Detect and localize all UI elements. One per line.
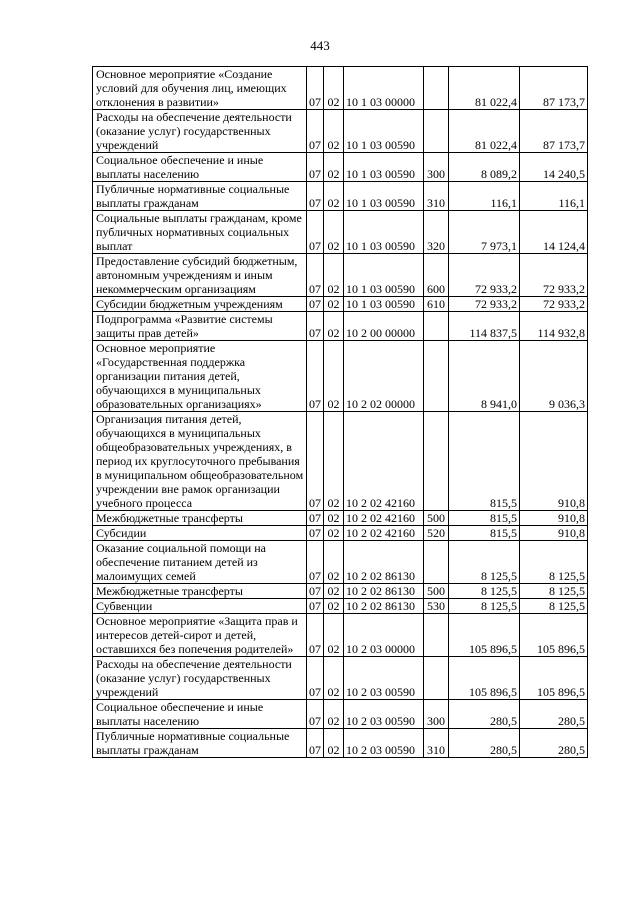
target-article-code: 10 1 03 00590	[344, 297, 424, 312]
subsection-code: 02	[324, 614, 344, 657]
amount-second-year: 8 125,5	[520, 584, 588, 599]
amount-first-year: 72 933,2	[449, 254, 520, 297]
subsection-code: 02	[324, 729, 344, 758]
table-row	[93, 511, 588, 526]
section-code: 07	[307, 412, 324, 511]
expense-type-code	[424, 67, 449, 110]
target-article-code: 10 1 03 00590	[344, 182, 424, 211]
expense-type-code	[424, 614, 449, 657]
expense-type-code	[424, 412, 449, 511]
expense-type-code	[424, 657, 449, 700]
subsection-code: 02	[324, 312, 344, 341]
expense-type-code: 310	[424, 182, 449, 211]
item-name: Организация питания детей, обучающихся в муниципальных общеобразовательных учреждениях, в период их круглосуточного пребывания в муниципальном общеобразовательном учреждении вне рамок организации учебного процесса	[93, 412, 307, 511]
amount-second-year: 105 896,5	[520, 614, 588, 657]
table-row	[93, 182, 588, 211]
item-name: Межбюджетные трансферты	[93, 584, 307, 599]
table-row	[93, 584, 588, 599]
section-code: 07	[307, 657, 324, 700]
target-article-code: 10 1 03 00590	[344, 110, 424, 153]
subsection-code: 02	[324, 211, 344, 254]
target-article-code: 10 2 03 00590	[344, 729, 424, 758]
amount-first-year: 815,5	[449, 511, 520, 526]
budget-table-body	[93, 67, 588, 758]
expense-type-code: 600	[424, 254, 449, 297]
item-name: Подпрограмма «Развитие системы защиты прав детей»	[93, 312, 307, 341]
item-name: Оказание социальной помощи на обеспечение питанием детей из малоимущих семей	[93, 541, 307, 584]
amount-first-year: 81 022,4	[449, 110, 520, 153]
amount-first-year: 280,5	[449, 700, 520, 729]
table-row	[93, 541, 588, 584]
subsection-code: 02	[324, 584, 344, 599]
target-article-code: 10 2 02 42160	[344, 526, 424, 541]
amount-first-year: 81 022,4	[449, 67, 520, 110]
table-row	[93, 312, 588, 341]
subsection-code: 02	[324, 182, 344, 211]
expense-type-code: 300	[424, 153, 449, 182]
page-number: 443	[310, 38, 330, 53]
expense-type-code: 530	[424, 599, 449, 614]
amount-second-year: 72 933,2	[520, 254, 588, 297]
subsection-code: 02	[324, 67, 344, 110]
table-row	[93, 153, 588, 182]
subsection-code: 02	[324, 110, 344, 153]
table-row	[93, 657, 588, 700]
table-row	[93, 614, 588, 657]
section-code: 07	[307, 526, 324, 541]
section-code: 07	[307, 254, 324, 297]
amount-second-year: 8 125,5	[520, 541, 588, 584]
table-row	[93, 254, 588, 297]
item-name: Социальное обеспечение и иные выплаты населению	[93, 153, 307, 182]
amount-second-year: 14 240,5	[520, 153, 588, 182]
section-code: 07	[307, 67, 324, 110]
subsection-code: 02	[324, 599, 344, 614]
item-name: Расходы на обеспечение деятельности (оказание услуг) государственных учреждений	[93, 657, 307, 700]
section-code: 07	[307, 153, 324, 182]
section-code: 07	[307, 584, 324, 599]
subsection-code: 02	[324, 297, 344, 312]
amount-first-year: 114 837,5	[449, 312, 520, 341]
expense-type-code	[424, 312, 449, 341]
section-code: 07	[307, 729, 324, 758]
target-article-code: 10 2 03 00000	[344, 614, 424, 657]
target-article-code: 10 2 02 86130	[344, 584, 424, 599]
section-code: 07	[307, 700, 324, 729]
item-name: Публичные нормативные социальные выплаты гражданам	[93, 182, 307, 211]
item-name: Предоставление субсидий бюджетным, автономным учреждениям и иным некоммерческим организациям	[93, 254, 307, 297]
amount-first-year: 815,5	[449, 526, 520, 541]
amount-first-year: 8 125,5	[449, 584, 520, 599]
amount-first-year: 105 896,5	[449, 657, 520, 700]
amount-first-year: 8 941,0	[449, 341, 520, 412]
target-article-code: 10 1 03 00590	[344, 211, 424, 254]
expense-type-code: 500	[424, 511, 449, 526]
amount-second-year: 72 933,2	[520, 297, 588, 312]
amount-second-year: 280,5	[520, 700, 588, 729]
section-code: 07	[307, 182, 324, 211]
table-row	[93, 341, 588, 412]
amount-first-year: 105 896,5	[449, 614, 520, 657]
amount-second-year: 114 932,8	[520, 312, 588, 341]
target-article-code: 10 2 02 86130	[344, 541, 424, 584]
subsection-code: 02	[324, 412, 344, 511]
amount-first-year: 8 125,5	[449, 599, 520, 614]
amount-first-year: 8 125,5	[449, 541, 520, 584]
amount-second-year: 14 124,4	[520, 211, 588, 254]
expense-type-code: 610	[424, 297, 449, 312]
target-article-code: 10 1 03 00000	[344, 67, 424, 110]
amount-first-year: 7 973,1	[449, 211, 520, 254]
section-code: 07	[307, 312, 324, 341]
target-article-code: 10 1 03 00590	[344, 254, 424, 297]
table-row	[93, 67, 588, 110]
target-article-code: 10 2 03 00590	[344, 700, 424, 729]
table-row	[93, 412, 588, 511]
subsection-code: 02	[324, 511, 344, 526]
amount-second-year: 910,8	[520, 526, 588, 541]
table-row	[93, 599, 588, 614]
amount-first-year: 72 933,2	[449, 297, 520, 312]
table-row	[93, 526, 588, 541]
amount-second-year: 105 896,5	[520, 657, 588, 700]
section-code: 07	[307, 110, 324, 153]
amount-first-year: 280,5	[449, 729, 520, 758]
item-name: Социальные выплаты гражданам, кроме публичных нормативных социальных выплат	[93, 211, 307, 254]
expense-type-code: 320	[424, 211, 449, 254]
amount-second-year: 8 125,5	[520, 599, 588, 614]
expense-type-code: 500	[424, 584, 449, 599]
amount-first-year: 116,1	[449, 182, 520, 211]
target-article-code: 10 2 02 00000	[344, 341, 424, 412]
table-row	[93, 110, 588, 153]
subsection-code: 02	[324, 526, 344, 541]
target-article-code: 10 2 02 42160	[344, 412, 424, 511]
subsection-code: 02	[324, 700, 344, 729]
item-name: Субсидии	[93, 526, 307, 541]
item-name: Расходы на обеспечение деятельности (оказание услуг) государственных учреждений	[93, 110, 307, 153]
expense-type-code: 310	[424, 729, 449, 758]
section-code: 07	[307, 297, 324, 312]
item-name: Основное мероприятие «Защита прав и интересов детей-сирот и детей, оставшихся без попечения родителей»	[93, 614, 307, 657]
item-name: Субвенции	[93, 599, 307, 614]
amount-second-year: 280,5	[520, 729, 588, 758]
subsection-code: 02	[324, 254, 344, 297]
section-code: 07	[307, 599, 324, 614]
table-row	[93, 211, 588, 254]
section-code: 07	[307, 211, 324, 254]
amount-second-year: 87 173,7	[520, 110, 588, 153]
target-article-code: 10 2 03 00590	[344, 657, 424, 700]
expense-type-code: 520	[424, 526, 449, 541]
subsection-code: 02	[324, 541, 344, 584]
item-name: Основное мероприятие «Создание условий для обучения лиц, имеющих отклонения в развитии»	[93, 67, 307, 110]
amount-second-year: 910,8	[520, 412, 588, 511]
subsection-code: 02	[324, 153, 344, 182]
item-name: Субсидии бюджетным учреждениям	[93, 297, 307, 312]
subsection-code: 02	[324, 341, 344, 412]
item-name: Социальное обеспечение и иные выплаты населению	[93, 700, 307, 729]
expense-type-code	[424, 541, 449, 584]
amount-second-year: 87 173,7	[520, 67, 588, 110]
expense-type-code: 300	[424, 700, 449, 729]
table-row	[93, 297, 588, 312]
subsection-code: 02	[324, 657, 344, 700]
target-article-code: 10 2 02 42160	[344, 511, 424, 526]
target-article-code: 10 1 03 00590	[344, 153, 424, 182]
budget-table	[92, 66, 588, 758]
item-name: Публичные нормативные социальные выплаты гражданам	[93, 729, 307, 758]
table-row	[93, 700, 588, 729]
section-code: 07	[307, 341, 324, 412]
amount-first-year: 8 089,2	[449, 153, 520, 182]
expense-type-code	[424, 341, 449, 412]
section-code: 07	[307, 541, 324, 584]
amount-second-year: 9 036,3	[520, 341, 588, 412]
amount-first-year: 815,5	[449, 412, 520, 511]
target-article-code: 10 2 00 00000	[344, 312, 424, 341]
section-code: 07	[307, 511, 324, 526]
item-name: Основное мероприятие «Государственная поддержка организации питания детей, обучающихся в муниципальных образовательных организациях»	[93, 341, 307, 412]
item-name: Межбюджетные трансферты	[93, 511, 307, 526]
expense-type-code	[424, 110, 449, 153]
target-article-code: 10 2 02 86130	[344, 599, 424, 614]
table-row	[93, 729, 588, 758]
amount-second-year: 910,8	[520, 511, 588, 526]
amount-second-year: 116,1	[520, 182, 588, 211]
section-code: 07	[307, 614, 324, 657]
